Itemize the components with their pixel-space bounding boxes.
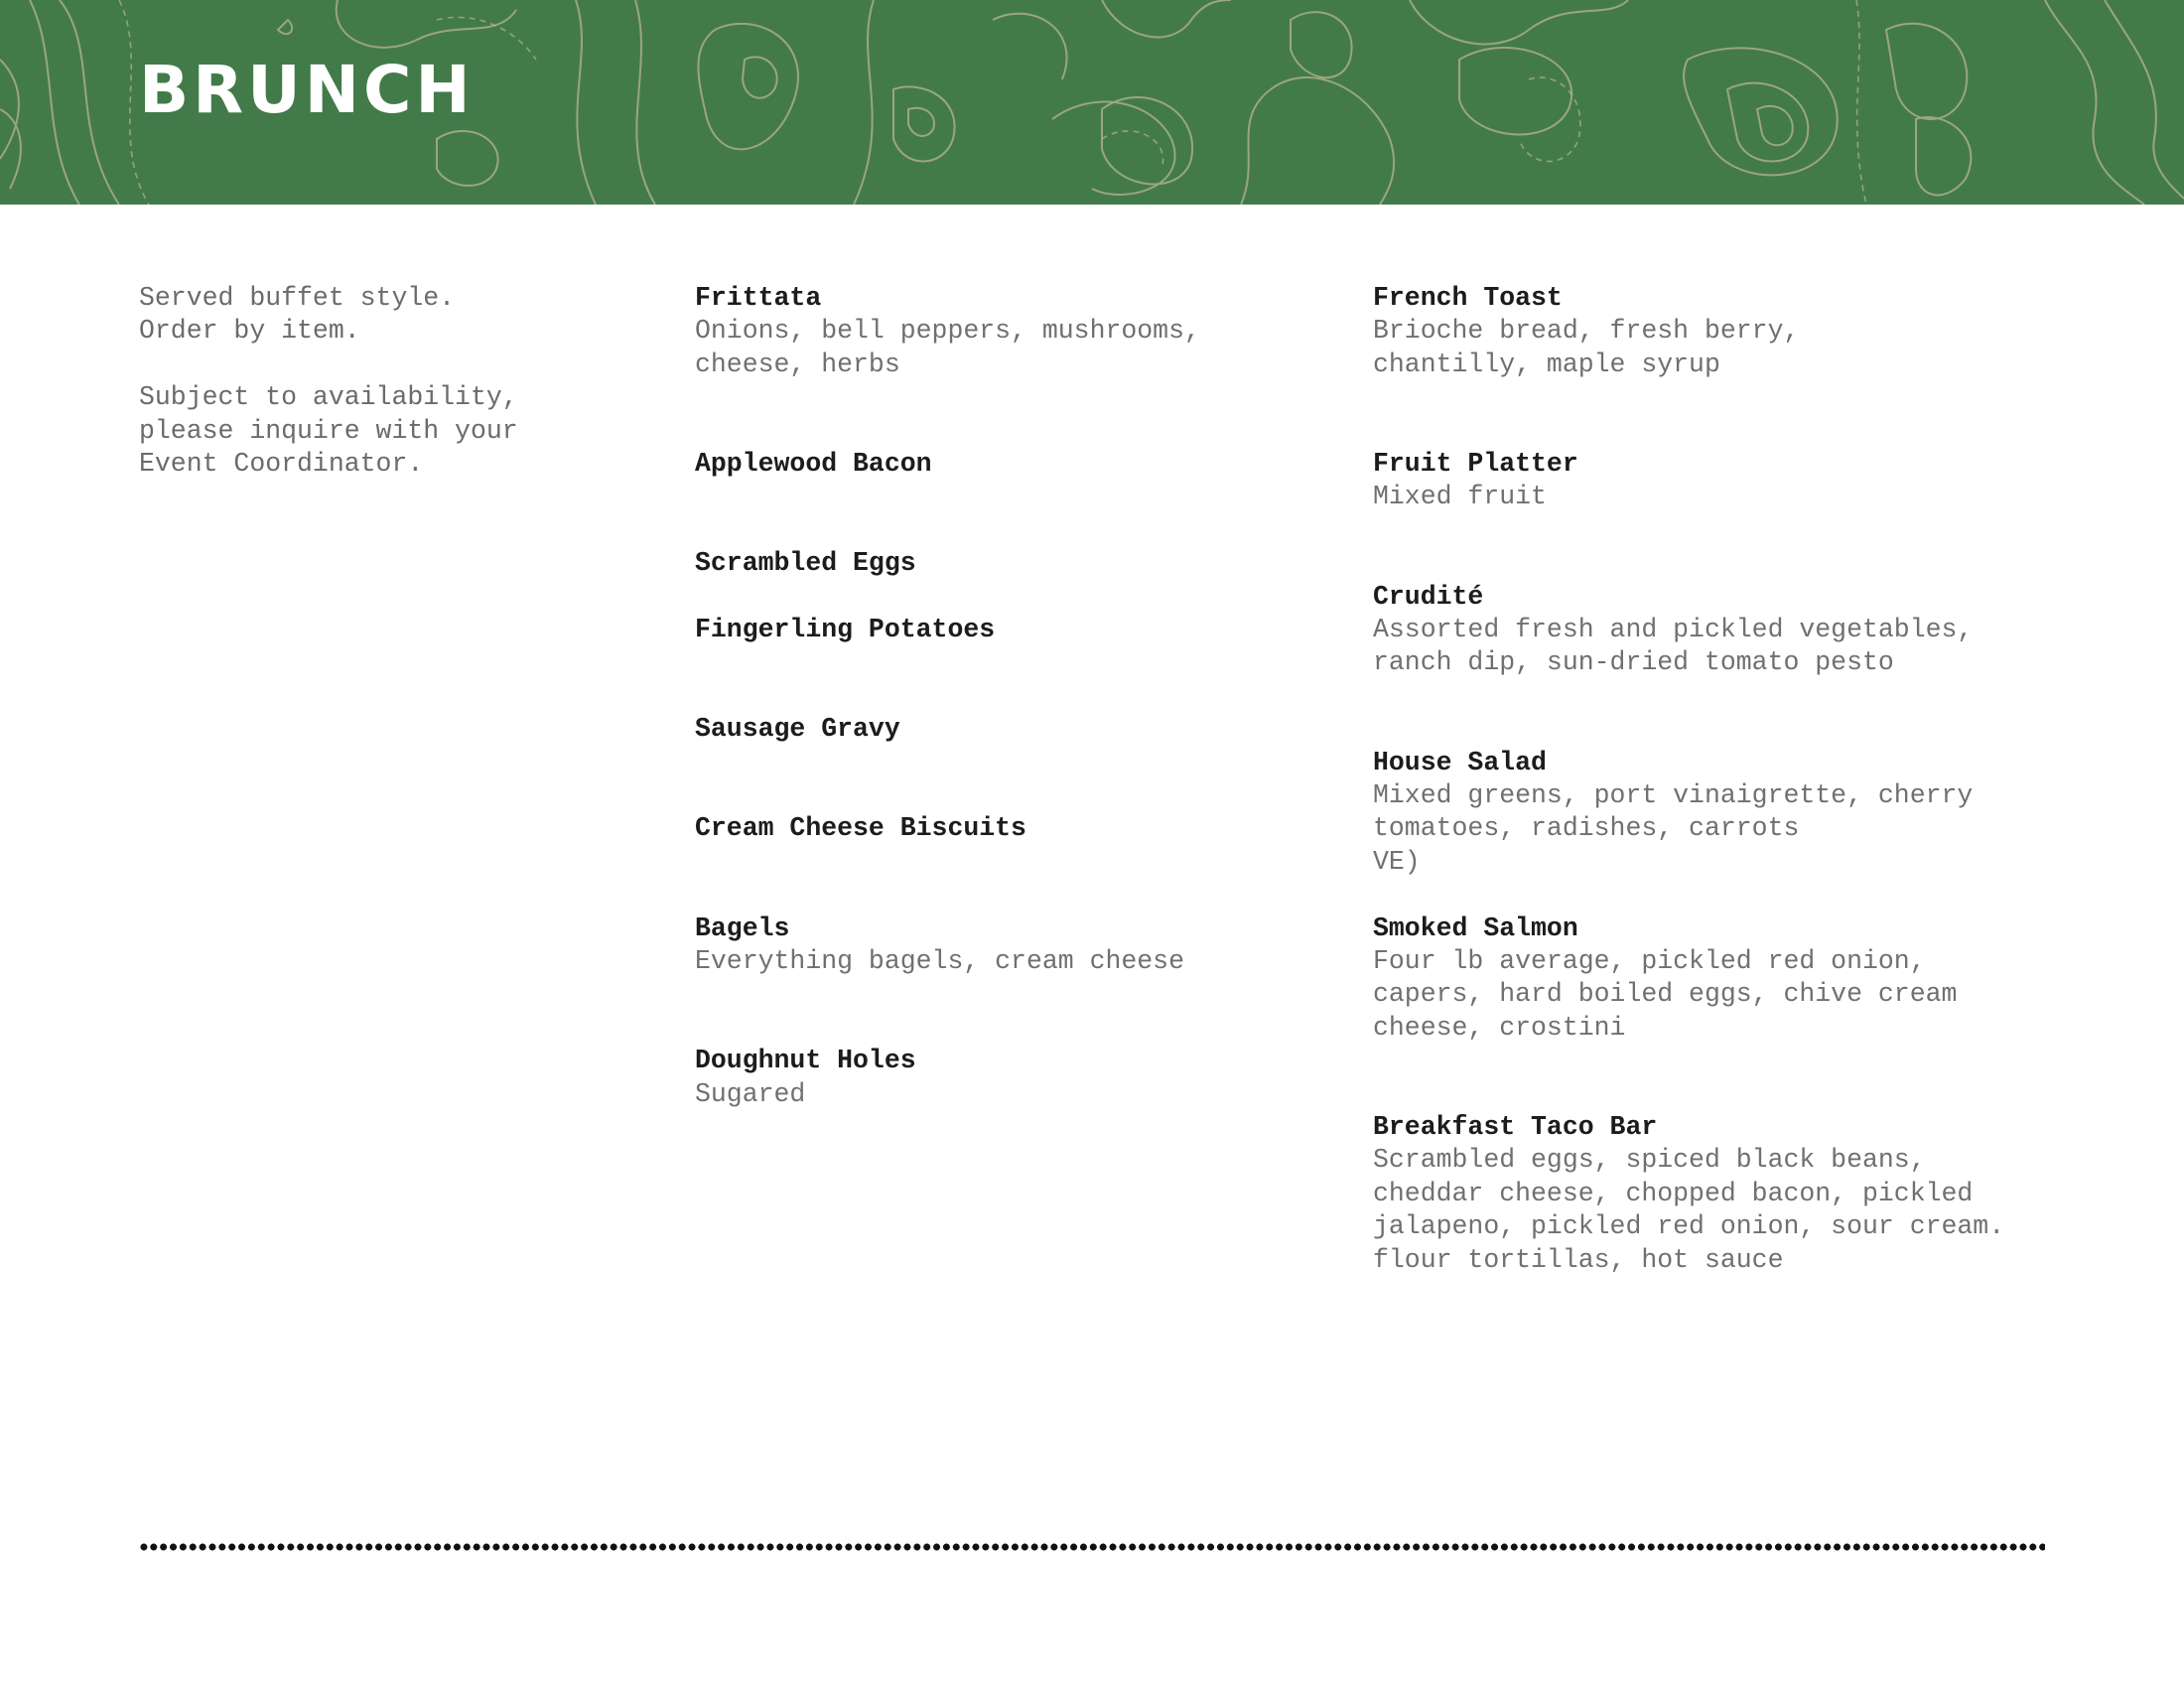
service-note: Served buffet style. Order by item. (139, 283, 456, 347)
item-name: Breakfast Taco Bar (1373, 1112, 1658, 1143)
menu-item-cream-cheese-biscuits (695, 812, 1330, 845)
item-description: Scrambled eggs, spiced black beans, cheddar cheese, chopped bacon, pickled jalapeno, pickled red onion, sour cream. flour tortillas, hot sauce (1373, 1145, 2005, 1275)
menu-item-sausage-gravy (695, 713, 1330, 746)
item-name: Fingerling Potatoes (695, 615, 996, 645)
menu-item-fruit-platter (1373, 448, 2068, 514)
item-description: Onions, bell peppers, mushrooms, cheese, herbs (695, 316, 1200, 379)
item-description: Sugared (695, 1078, 806, 1109)
menu-item-breakfast-taco-bar (1373, 1111, 2068, 1277)
item-name: Scrambled Eggs (695, 548, 916, 579)
menu-item-house-salad (1373, 747, 2068, 880)
menu-item-crudite (1373, 581, 2068, 680)
menu-column-right (1373, 282, 2068, 1277)
menu-item-smoked-salmon (1373, 913, 2068, 1046)
item-name: Sausage Gravy (695, 714, 900, 745)
item-name: Frittata (695, 283, 822, 313)
item-description: Assorted fresh and pickled vegetables, ranch dip, sun-dried tomato pesto (1373, 615, 1974, 678)
dotted-divider (139, 1543, 2045, 1551)
header-banner (0, 0, 2184, 205)
menu-item-doughnut-holes (695, 1045, 1330, 1111)
item-name: Doughnut Holes (695, 1046, 916, 1076)
item-description: Mixed greens, port vinaigrette, cherry tomatoes, radishes, carrots VE) (1373, 780, 1974, 877)
menu-item-fingerling-potatoes (695, 614, 1330, 646)
menu-item-frittata (695, 282, 1330, 381)
item-description: Everything bagels, cream cheese (695, 946, 1184, 977)
item-description: Brioche bread, fresh berry, chantilly, maple syrup (1373, 316, 1800, 379)
item-name: Bagels (695, 913, 790, 943)
item-name: Smoked Salmon (1373, 913, 1578, 943)
menu-item-scrambled-eggs (695, 547, 1330, 580)
menu-item-applewood-bacon (695, 448, 1330, 481)
item-name: Applewood Bacon (695, 449, 932, 480)
item-name: Fruit Platter (1373, 449, 1578, 480)
availability-note: Subject to availability, please inquire with your Event Coordinator. (139, 382, 518, 480)
item-name: Cream Cheese Biscuits (695, 813, 1026, 844)
item-description: Four lb average, pickled red onion, capers, hard boiled eggs, chive cream cheese, crostini (1373, 946, 1958, 1043)
item-name: French Toast (1373, 283, 1563, 313)
menu-column-left (695, 282, 1330, 1111)
item-name: Crudité (1373, 581, 1484, 612)
item-description: Mixed fruit (1373, 482, 1547, 512)
menu-item-bagels (695, 913, 1330, 979)
intro-notes (139, 282, 655, 514)
menu-item-french-toast (1373, 282, 2068, 381)
item-name: House Salad (1373, 747, 1547, 777)
page-title: BRUNCH (139, 52, 475, 128)
